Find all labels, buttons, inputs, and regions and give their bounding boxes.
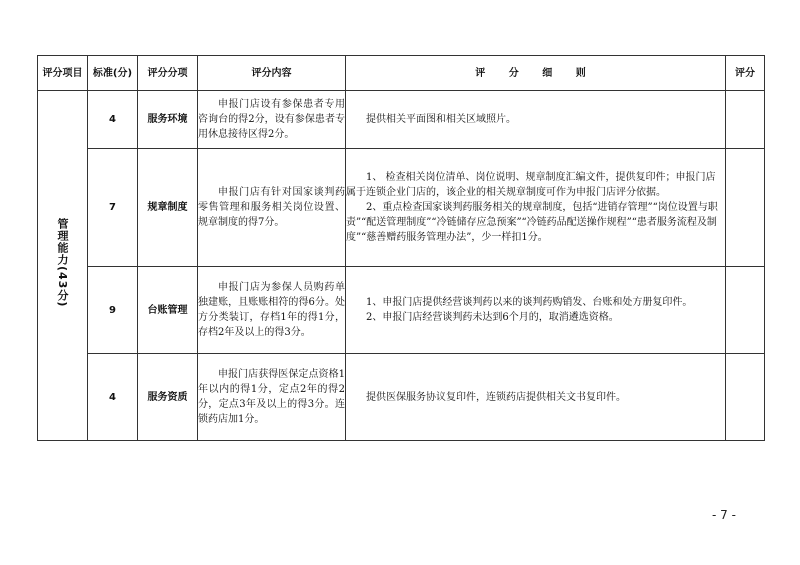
content-cell xyxy=(198,149,346,267)
subitem-cell: 服务资质 xyxy=(138,354,198,441)
score-cell xyxy=(726,149,765,267)
header-content: 评分内容 xyxy=(198,56,346,91)
score-cell xyxy=(726,91,765,149)
table-row xyxy=(38,91,765,149)
group-label: 管理能力(43分) xyxy=(56,218,69,308)
content-cell xyxy=(198,354,346,441)
content-text: 申报门店设有参保患者专用咨询台的得2分，设有参保患者专用休息接待区得2分。 xyxy=(198,99,345,140)
page-number: - 7 - xyxy=(712,508,736,522)
table-header-row xyxy=(38,56,765,91)
score-cell xyxy=(726,354,765,441)
header-standard: 标准(分) xyxy=(88,56,138,91)
header-score: 评分 xyxy=(726,56,765,91)
subitem-cell: 台账管理 xyxy=(138,267,198,354)
detail-text: 提供医保服务协议复印件，连锁药店提供相关文书复印件。 xyxy=(366,391,626,403)
detail-text: 1、申报门店提供经营谈判药以来的谈判药购销发、台账和处方册复印件。 xyxy=(366,297,693,308)
detail-text: 2、重点检查国家谈判药服务相关的规章制度，包括“进销存管理”“岗位设置与职责”“配送管理制度”“冷链储存应急预案”“冷链药品配送操作规程”“患者服务流程及制度”“慈善赠药服务管理办法”，少一样扣1分。 xyxy=(346,202,718,243)
header-project: 评分项目 xyxy=(38,56,88,91)
standard-cell: 7 xyxy=(88,149,138,267)
table-row xyxy=(38,267,765,354)
header-detail: 评 分 细 则 xyxy=(346,56,726,91)
detail-cell xyxy=(346,149,726,267)
group-cell xyxy=(38,91,88,441)
score-cell xyxy=(726,267,765,354)
content-cell xyxy=(198,91,346,149)
table-row xyxy=(38,354,765,441)
table-row xyxy=(38,149,765,267)
content-text: 申报门店获得医保定点资格1年以内的得1分，定点2年的得2分，定点3年及以上的得3分。连锁药店加1分。 xyxy=(198,369,345,425)
scoring-table xyxy=(37,55,765,441)
detail-cell xyxy=(346,91,726,149)
header-subitem: 评分分项 xyxy=(138,56,198,91)
detail-text: 1、 检查相关岗位清单、岗位说明、规章制度汇编文件，提供复印件；申报门店属于连锁企业门店的，该企业的相关规章制度可作为申报门店评分依据。 xyxy=(346,172,716,198)
detail-cell xyxy=(346,267,726,354)
subitem-cell: 服务环境 xyxy=(138,91,198,149)
detail-cell xyxy=(346,354,726,441)
content-text: 申报门店为参保人员购药单独建账，且账账相符的得6分。处方分类装订，存档1年的得1分，存档2年及以上的得3分。 xyxy=(198,282,345,338)
subitem-cell: 规章制度 xyxy=(138,149,198,267)
detail-text: 提供相关平面图和相关区域照片。 xyxy=(366,114,516,125)
content-cell xyxy=(198,267,346,354)
detail-text: 2、申报门店经营谈判药未达到6个月的，取消遴选资格。 xyxy=(366,312,619,323)
standard-cell: 9 xyxy=(88,267,138,354)
standard-cell: 4 xyxy=(88,354,138,441)
content-text: 申报门店有针对国家谈判药零售管理和服务相关岗位设置、规章制度的得7分。 xyxy=(198,187,345,228)
standard-cell: 4 xyxy=(88,91,138,149)
